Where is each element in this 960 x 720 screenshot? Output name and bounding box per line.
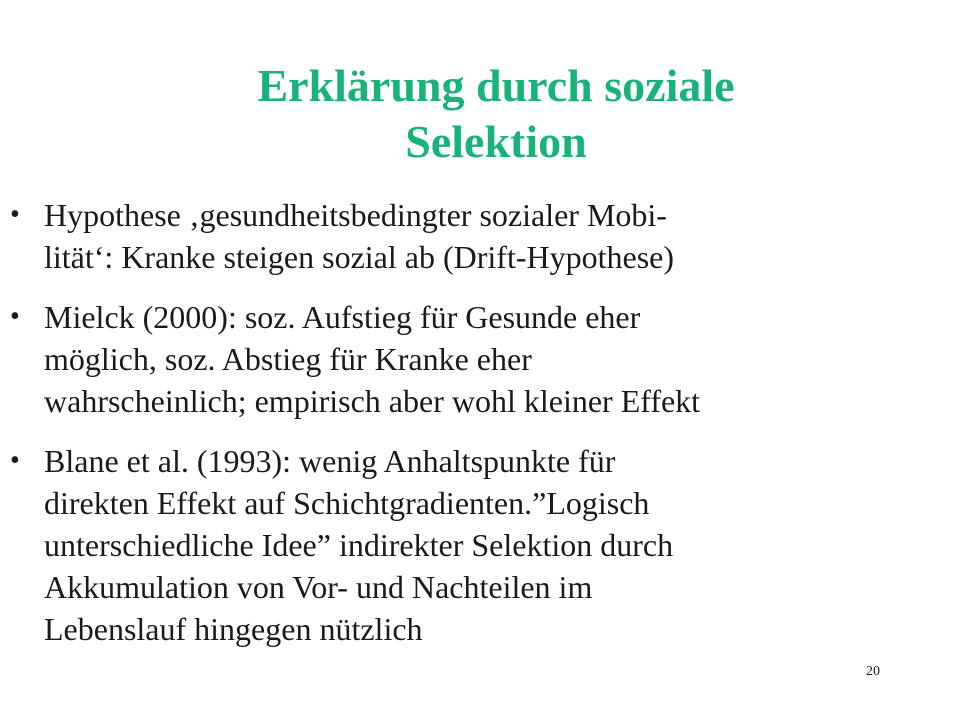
- bullet-text-line: Mielck (2000): soz. Aufstieg für Gesunde eher: [44, 299, 641, 335]
- bullet-text-line: Hypothese ‚gesundheitsbedingter sozialer Mobi-: [44, 197, 667, 233]
- bullet-item: [0, 440, 960, 650]
- bullet-text-line: Akkumulation von Vor- und Nachteilen im: [44, 569, 593, 605]
- bullet-text-line: lität‘: Kranke steigen sozial ab (Drift-Hypothese): [44, 239, 674, 275]
- bullet-text-line: direkten Effekt auf Schichtgradienten.”Logisch: [44, 485, 650, 521]
- bullet-dot-icon: •: [10, 199, 20, 230]
- slide-title-line: Erklärung durch soziale: [257, 60, 735, 111]
- bullet-item: [0, 296, 960, 422]
- bullet-list: [0, 194, 960, 650]
- page-number: 20: [866, 664, 880, 679]
- bullet-dot-icon: •: [10, 301, 20, 332]
- bullet-text-line: Lebenslauf hingegen nützlich: [44, 611, 423, 647]
- slide-title-line: Selektion: [405, 116, 587, 167]
- bullet-text-line: wahrscheinlich; empirisch aber wohl kleiner Effekt: [44, 383, 701, 419]
- bullet-text-line: unterschiedliche Idee” indirekter Selektion durch: [44, 527, 674, 563]
- slide-title: [96, 58, 896, 170]
- bullet-text-line: möglich, soz. Abstieg für Kranke eher: [44, 341, 532, 377]
- bullet-text-line: Blane et al. (1993): wenig Anhaltspunkte für: [44, 443, 616, 479]
- bullet-dot-icon: •: [10, 445, 20, 476]
- bullet-item: [0, 194, 960, 278]
